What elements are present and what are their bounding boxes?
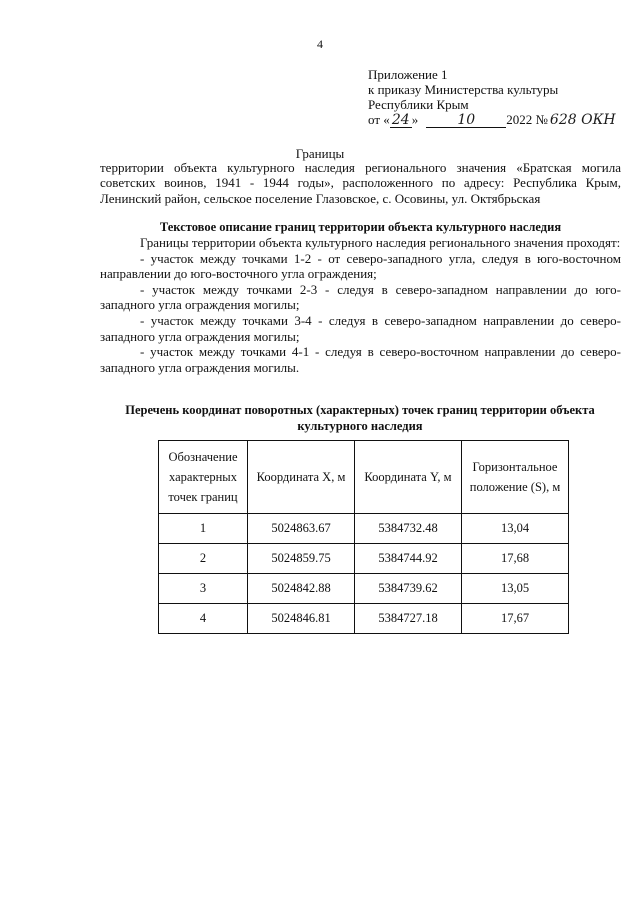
list-item: - участок между точками 2-3 - следуя в северо-западном направлении до юго-западного угла ограждения могилы; (100, 281, 621, 313)
table-cell: 13,05 (462, 574, 569, 604)
column-header: Обозначение характерных точек границ (159, 441, 248, 514)
table-row (159, 574, 569, 604)
table-cell: 5024846.81 (248, 604, 355, 634)
appendix-title: Приложение 1 (368, 67, 448, 82)
table-row (159, 544, 569, 574)
date-year: 2022 № (506, 112, 548, 127)
table-row (159, 604, 569, 634)
table-cell: 5024842.88 (248, 574, 355, 604)
column-header: Координата Y, м (355, 441, 462, 514)
date-month: 10 (426, 113, 506, 128)
table-header-row (159, 441, 569, 514)
object-description: территории объекта культурного наследия регионального значения «Братская могила советских воинов, 1941 - 1944 годы», расположенного по адресу: Республика Крым, Ленинский район, сельское поселение Глазовское, с. Осовины, ул. Октябрьская (100, 160, 621, 206)
coordinates-heading: Перечень координат поворотных (характерных) точек границ территории объекта культурного наследия (125, 403, 595, 433)
list-item: - участок между точками 4-1 - следуя в северо-восточном направлении до северо-западного угла ограждения могилы. (100, 344, 621, 375)
table-cell: 17,68 (462, 544, 569, 574)
order-number: 628 ОКН (549, 112, 616, 128)
date-prefix: от « (368, 112, 390, 127)
appendix-date-line (368, 112, 616, 128)
coordinates-table (158, 440, 569, 634)
description-heading: Текстовое описание границ территории объекта культурного наследия (159, 220, 562, 234)
description-body (100, 235, 621, 375)
table-cell: 13,04 (462, 514, 569, 544)
table-cell: 5024863.67 (248, 514, 355, 544)
table-cell: 5384744.92 (355, 544, 462, 574)
list-item: - участок между точками 3-4 - следуя в северо-западном направлении до северо-западного угла ограждения могилы; (100, 312, 621, 344)
table-cell: 5024859.75 (248, 544, 355, 574)
date-mid: » (411, 112, 419, 127)
date-day: 24 (390, 113, 412, 128)
appendix-republic: Республики Крым (368, 97, 469, 112)
table-cell: 4 (159, 604, 248, 634)
column-header: Координата X, м (248, 441, 355, 514)
table-cell: 5384739.62 (355, 574, 462, 604)
appendix-block (368, 67, 616, 128)
table-row (159, 514, 569, 544)
document-title: Границы (295, 146, 345, 161)
table-cell: 5384732.48 (355, 514, 462, 544)
table-cell: 17,67 (462, 604, 569, 634)
table-cell: 3 (159, 574, 248, 604)
appendix-order-ref: к приказу Министерства культуры (368, 82, 559, 97)
table-cell: 1 (159, 514, 248, 544)
description-intro: Границы территории объекта культурного наследия регионального значения проходят: (140, 235, 621, 250)
column-header: Горизонтальное положение (S), м (462, 441, 569, 514)
list-item: - участок между точками 1-2 - от северо-западного угла, следуя в юго-восточном направлении до юго-восточного угла ограждения; (100, 250, 621, 282)
table-cell: 2 (159, 544, 248, 574)
page-number: 4 (317, 37, 323, 51)
table-cell: 5384727.18 (355, 604, 462, 634)
